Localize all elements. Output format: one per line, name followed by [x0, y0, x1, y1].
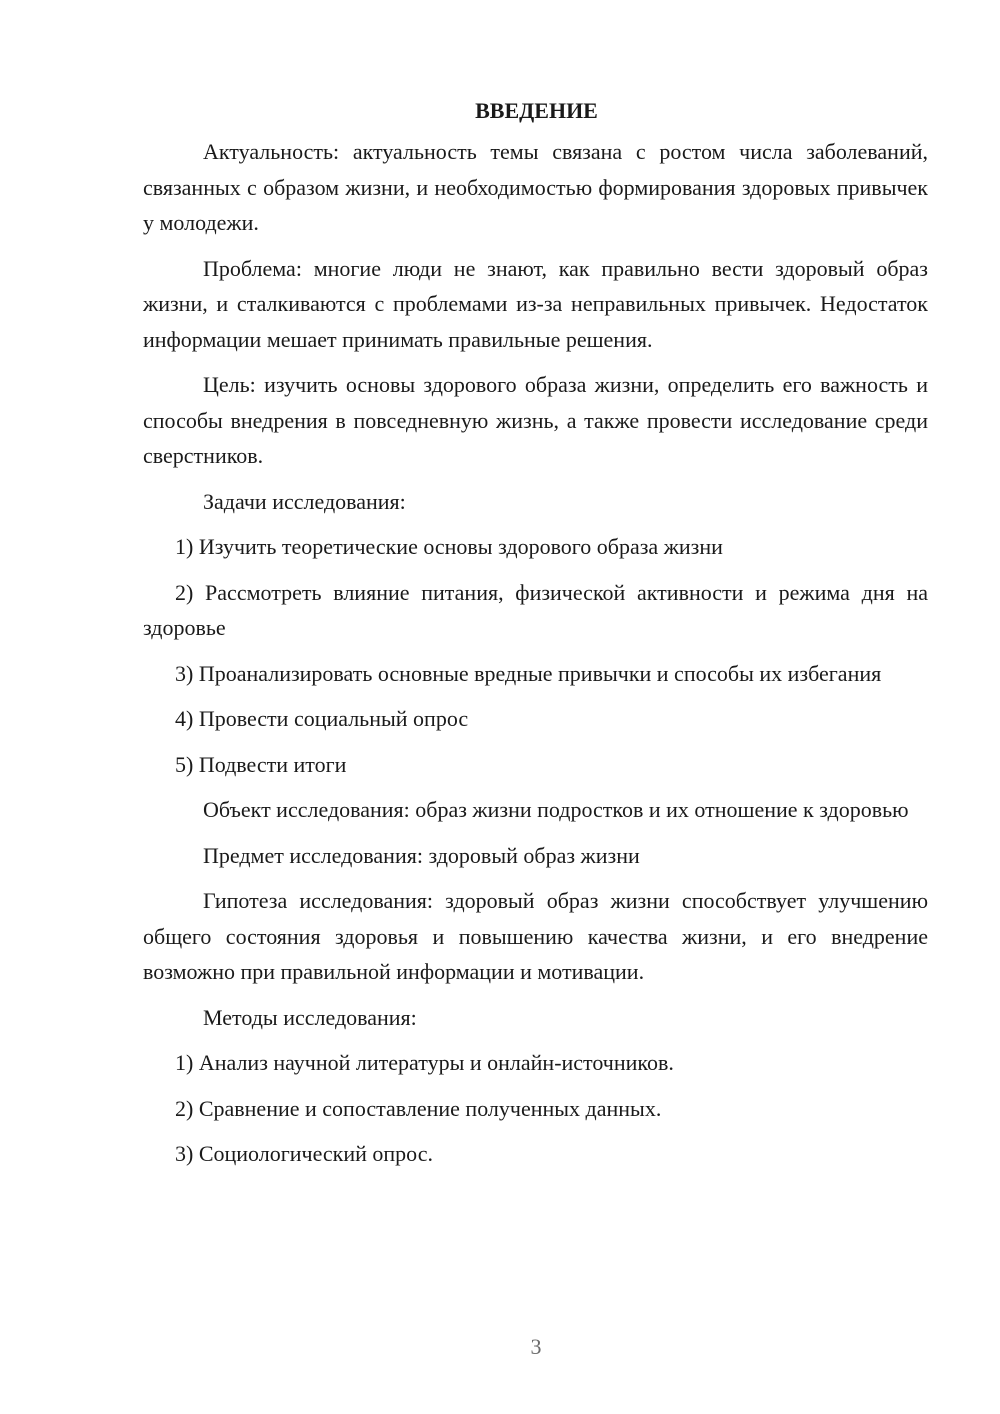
task-item: 5) Подвести итоги — [175, 751, 347, 777]
tasks-heading: Задачи исследования: — [203, 488, 406, 514]
method-item: 1) Анализ научной литературы и онлайн-источников. — [175, 1050, 674, 1075]
task-item: 2) Рассмотреть влияние питания, физической активности и режима дня на здоровье — [143, 579, 928, 640]
problem-paragraph: Проблема: многие люди не знают, как правильно вести здоровый образ жизни, и сталкиваются с проблемами из-за неправильных привычек. Недостаток информации мешает принимать правильные решения. — [143, 255, 928, 352]
goal-paragraph: Цель: изучить основы здорового образа жизни, определить его важность и способы внедрения в повседневную жизнь, а также провести исследование среди сверстников. — [143, 372, 928, 468]
task-item: 1) Изучить теоретические основы здорового образа жизни — [175, 534, 723, 559]
methods-heading: Методы исследования: — [203, 1004, 417, 1030]
method-item: 3) Социологический опрос. — [175, 1141, 433, 1166]
page-content — [143, 96, 928, 1182]
hypothesis-paragraph: Гипотеза исследования: здоровый образ жизни способствует улучшению общего состояния здоровья и повышению качества жизни, и его внедрение возможно при правильной информации и мотивации. — [143, 888, 928, 984]
task-item: 4) Провести социальный опрос — [175, 706, 469, 731]
page-number: 3 — [530, 1334, 542, 1359]
method-item: 2) Сравнение и сопоставление полученных данных. — [175, 1095, 662, 1121]
relevance-paragraph: Актуальность: актуальность темы связана с ростом числа заболеваний, связанных с образом жизни, и необходимостью формирования здоровых привычек у молодежи. — [143, 139, 928, 235]
object-paragraph: Объект исследования: образ жизни подростков и их отношение к здоровью — [203, 797, 909, 822]
subject-paragraph: Предмет исследования: здоровый образ жизни — [203, 842, 640, 868]
section-title: ВВЕДЕНИЕ — [475, 98, 598, 123]
task-item: 3) Проанализировать основные вредные привычки и способы их избегания — [175, 660, 882, 686]
